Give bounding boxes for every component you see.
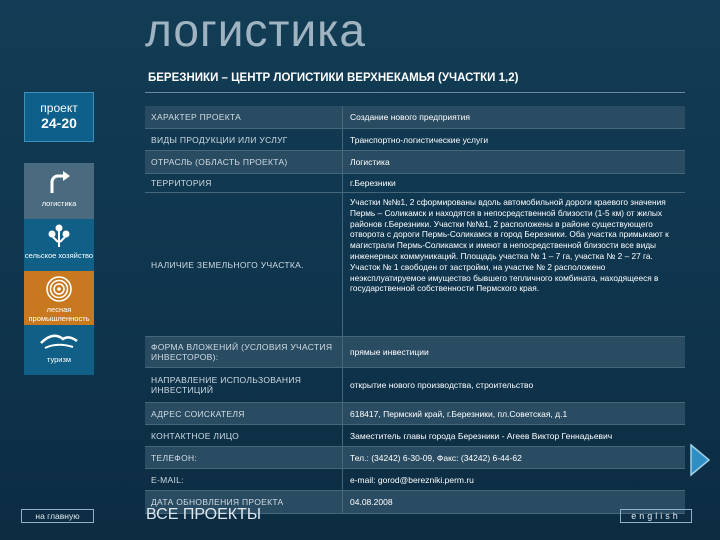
english-language-button[interactable]: english [620,509,692,523]
sidebar-item-tourism[interactable] [24,325,94,375]
column-divider [342,447,343,468]
row-value: прямые инвестиции [350,347,429,357]
row-key: ХАРАКТЕР ПРОЕКТА [151,112,242,122]
project-number: 24-20 [41,115,77,131]
table-row [145,447,685,469]
row-key: НАЛИЧИЕ ЗЕМЕЛЬНОГО УЧАСТКА. [151,259,304,270]
table-row [145,151,685,174]
column-divider [342,469,343,490]
row-key: АДРЕС СОИСКАТЕЛЯ [151,408,245,419]
column-divider [342,129,343,150]
table-row [145,403,685,425]
row-value: Тел.: (34242) 6-30-09, Факс: (34242) 6-44-62 [350,452,522,463]
sidebar-item-agriculture[interactable] [24,219,94,271]
page-title: логистика [145,4,366,56]
tree-rings-icon [45,275,73,303]
sidebar-item-label: туризм [46,355,72,364]
row-value: 04.08.2008 [350,497,393,507]
project-info-table [145,106,685,514]
landscape-icon [39,329,79,353]
table-row [145,174,685,193]
table-row [145,129,685,151]
sprout-icon [46,223,72,249]
row-key: ТЕРРИТОРИЯ [151,178,212,188]
column-divider [342,193,343,336]
row-key: КОНТАКТНОЕ ЛИЦО [151,430,240,441]
row-key: ДАТА ОБНОВЛЕНИЯ ПРОЕКТА [151,497,284,507]
row-value: Создание нового предприятия [350,112,471,122]
header-divider [145,92,685,93]
next-arrow-icon[interactable] [687,442,713,478]
table-row [145,469,685,491]
column-divider [342,151,343,173]
column-divider [342,368,343,402]
table-row [145,368,685,403]
sidebar-item-label: сельское хозяйство [24,251,94,260]
column-divider [342,491,343,513]
table-row [145,193,685,337]
sidebar-item-label: лесная промышленность [28,305,90,323]
row-value: Транспортно-логистические услуги [350,134,489,145]
row-value: г.Березники [350,178,396,188]
column-divider [342,174,343,192]
row-value: 618417, Пермский край, г.Березники, пл.Советская, д.1 [350,408,568,419]
column-divider [342,403,343,424]
column-divider [342,106,343,128]
row-key: E-MAIL: [151,474,184,485]
row-value: Логистика [350,157,390,167]
project-label: проект [40,101,78,115]
page-subtitle: БЕРЕЗНИКИ – ЦЕНТР ЛОГИСТИКИ ВЕРХНЕКАМЬЯ (УЧАСТКИ 1,2) [148,72,519,84]
table-row [145,425,685,447]
row-key: ВИДЫ ПРОДУКЦИИ ИЛИ УСЛУГ [151,134,288,145]
row-key: ТЕЛЕФОН: [151,452,198,463]
table-row [145,337,685,368]
row-value: Заместитель главы города Березники - Агеев Виктор Геннадьевич [350,430,613,441]
row-value: Участки №№1, 2 сформированы вдоль автомобильной дороги краевого значения Пермь – Соликамск и находятся в непосредственной близости (1-5 км) от жилых районов г.Березники. Участки №№1, 2 расположены в районе существующего отворота с дороги Пермь-Соликамск в город Березники. Оба участка примыкают к магистрали Пермь-Соликамск и имеют в непосредственной близости все виды инженерных коммуникаций. Площадь участка № 1 – 7 га, участка № 2 – 27 га. Участок № 1 свободен от застройки, на участке № 2 расположено неэксплуатируемое имущество бывшего тепличного комбината, находящееся в государственной собственности Пермского края. [350,197,669,294]
sidebar-item-logistics[interactable] [24,163,94,219]
row-key: ОТРАСЛЬ (ОБЛАСТЬ ПРОЕКТА) [151,157,288,167]
row-key: ФОРМА ВЛОЖЕНИЙ (УСЛОВИЯ УЧАСТИЯ ИНВЕСТОРОВ): [151,342,333,362]
column-divider [342,337,343,367]
column-divider [342,425,343,446]
sidebar-item-label: логистика [41,199,77,208]
row-value: открытие нового производства, строительство [350,380,534,390]
table-row [145,106,685,129]
project-number-box [24,92,94,142]
row-value[interactable]: e-mail: gorod@berezniki.perm.ru [350,474,474,485]
home-button[interactable]: на главную [21,509,94,523]
sidebar-item-forestry[interactable] [24,271,94,325]
row-key: НАПРАВЛЕНИЕ ИСПОЛЬЗОВАНИЯ ИНВЕСТИЦИЙ [151,375,302,395]
arrow-turn-icon [44,167,74,197]
all-projects-link[interactable]: ВСЕ ПРОЕКТЫ [146,506,262,523]
